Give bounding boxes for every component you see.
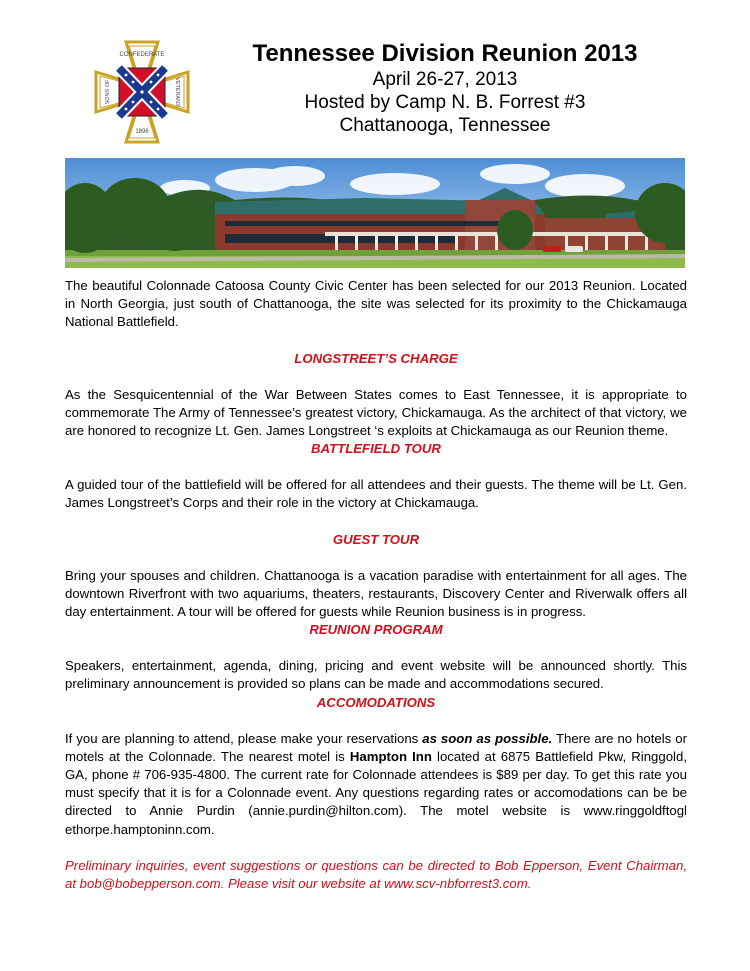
- heading-battlefield-tour: BATTLEFIELD TOUR: [311, 441, 441, 457]
- accomodations-paragraph: [65, 730, 687, 839]
- logo-right-text: VETERANS: [174, 77, 180, 107]
- accom-emphasis: as soon as possible.: [422, 730, 553, 746]
- scv-emblem-icon: [92, 38, 192, 146]
- event-host: Hosted by Camp N. B. Forrest #3: [304, 92, 586, 113]
- footer-contact: Preliminary inquiries, event suggestions or questions can be directed to Bob Epperson, Event Chairman, at bob@bobepperson.com. Please visit our website at www.scv-nbforrest3.com.: [65, 857, 687, 892]
- event-dates: April 26-27, 2013: [372, 69, 518, 90]
- program-paragraph: Speakers, entertainment, agenda, dining, pricing and event website will be announced shortly. This preliminary announcement is provided so plans can be made and accommodations secured.: [65, 658, 687, 692]
- page-header: [205, 40, 685, 137]
- civic-center-photo: [65, 158, 685, 268]
- logo-bottom-text: 1896: [135, 129, 149, 135]
- heading-accomodations: ACCOMODATIONS: [316, 694, 436, 710]
- battlefield-paragraph: A guided tour of the battlefield will be offered for all attendees and their guests. The theme will be Lt. Gen. James Longstreet’s Corps and their role in the victory at Chickamauga.: [65, 477, 687, 511]
- scv-logo: [92, 38, 192, 146]
- guest-paragraph: Bring your spouses and children. Chattanooga is a vacation paradise with entertainment for all ages. The downtown Riverfront with two aquariums, theaters, restaurants, Discovery Center and Riverwalk offers all day entertainment. A tour will be offered for guests while Reunion business is in progress.: [65, 567, 687, 620]
- accom-text-2: There are no hotels or motels at the Colonnade. The nearest motel is: [65, 730, 687, 764]
- logo-left-text: SONS OF: [105, 79, 111, 105]
- logo-top-text: CONFEDERATE: [119, 52, 165, 58]
- accom-text-3: located at 6875 Battlefield Pkw, Ringgold, GA, phone # 706-935-4800. The current rate for Colonnade attendees is $89 per day. To get this rate you must specify that it is for a Colonnade event. Any questions regarding rates or accomodations can be be directed to Annie Purdin (annie.purdin@hilton.com). The motel website is www.ringgoldftogl ethorpe.hamptoninn.com.: [65, 748, 687, 837]
- announcement-body: [65, 277, 687, 893]
- page-title: Tennessee Division Reunion 2013: [252, 40, 638, 67]
- hotel-name: Hampton Inn: [349, 748, 432, 764]
- accom-text-1: If you are planning to attend, please make your reservations: [65, 730, 423, 746]
- intro-paragraph: The beautiful Colonnade Catoosa County Civic Center has been selected for our 2013 Reunion. Located in North Georgia, just south of Chattanooga, the site was selected for its proximity to the Chickamauga National Battlefield.: [65, 278, 687, 330]
- building-image: [65, 158, 685, 268]
- heading-longstreets-charge: LONGSTREET’S CHARGE: [294, 350, 458, 366]
- event-location: Chattanooga, Tennessee: [339, 115, 551, 136]
- heading-reunion-program: REUNION PROGRAM: [309, 622, 443, 638]
- longstreet-paragraph: As the Sesquicentennial of the War Between States comes to East Tennessee, it is appropriate to commemorate The Army of Tennessee’s greatest victory, Chickamauga. As the architect of that victory, we are honored to recognize Lt. Gen. James Longstreet ‘s exploits at Chickamauga as our Reunion theme.: [65, 386, 687, 439]
- heading-guest-tour: GUEST TOUR: [332, 531, 420, 547]
